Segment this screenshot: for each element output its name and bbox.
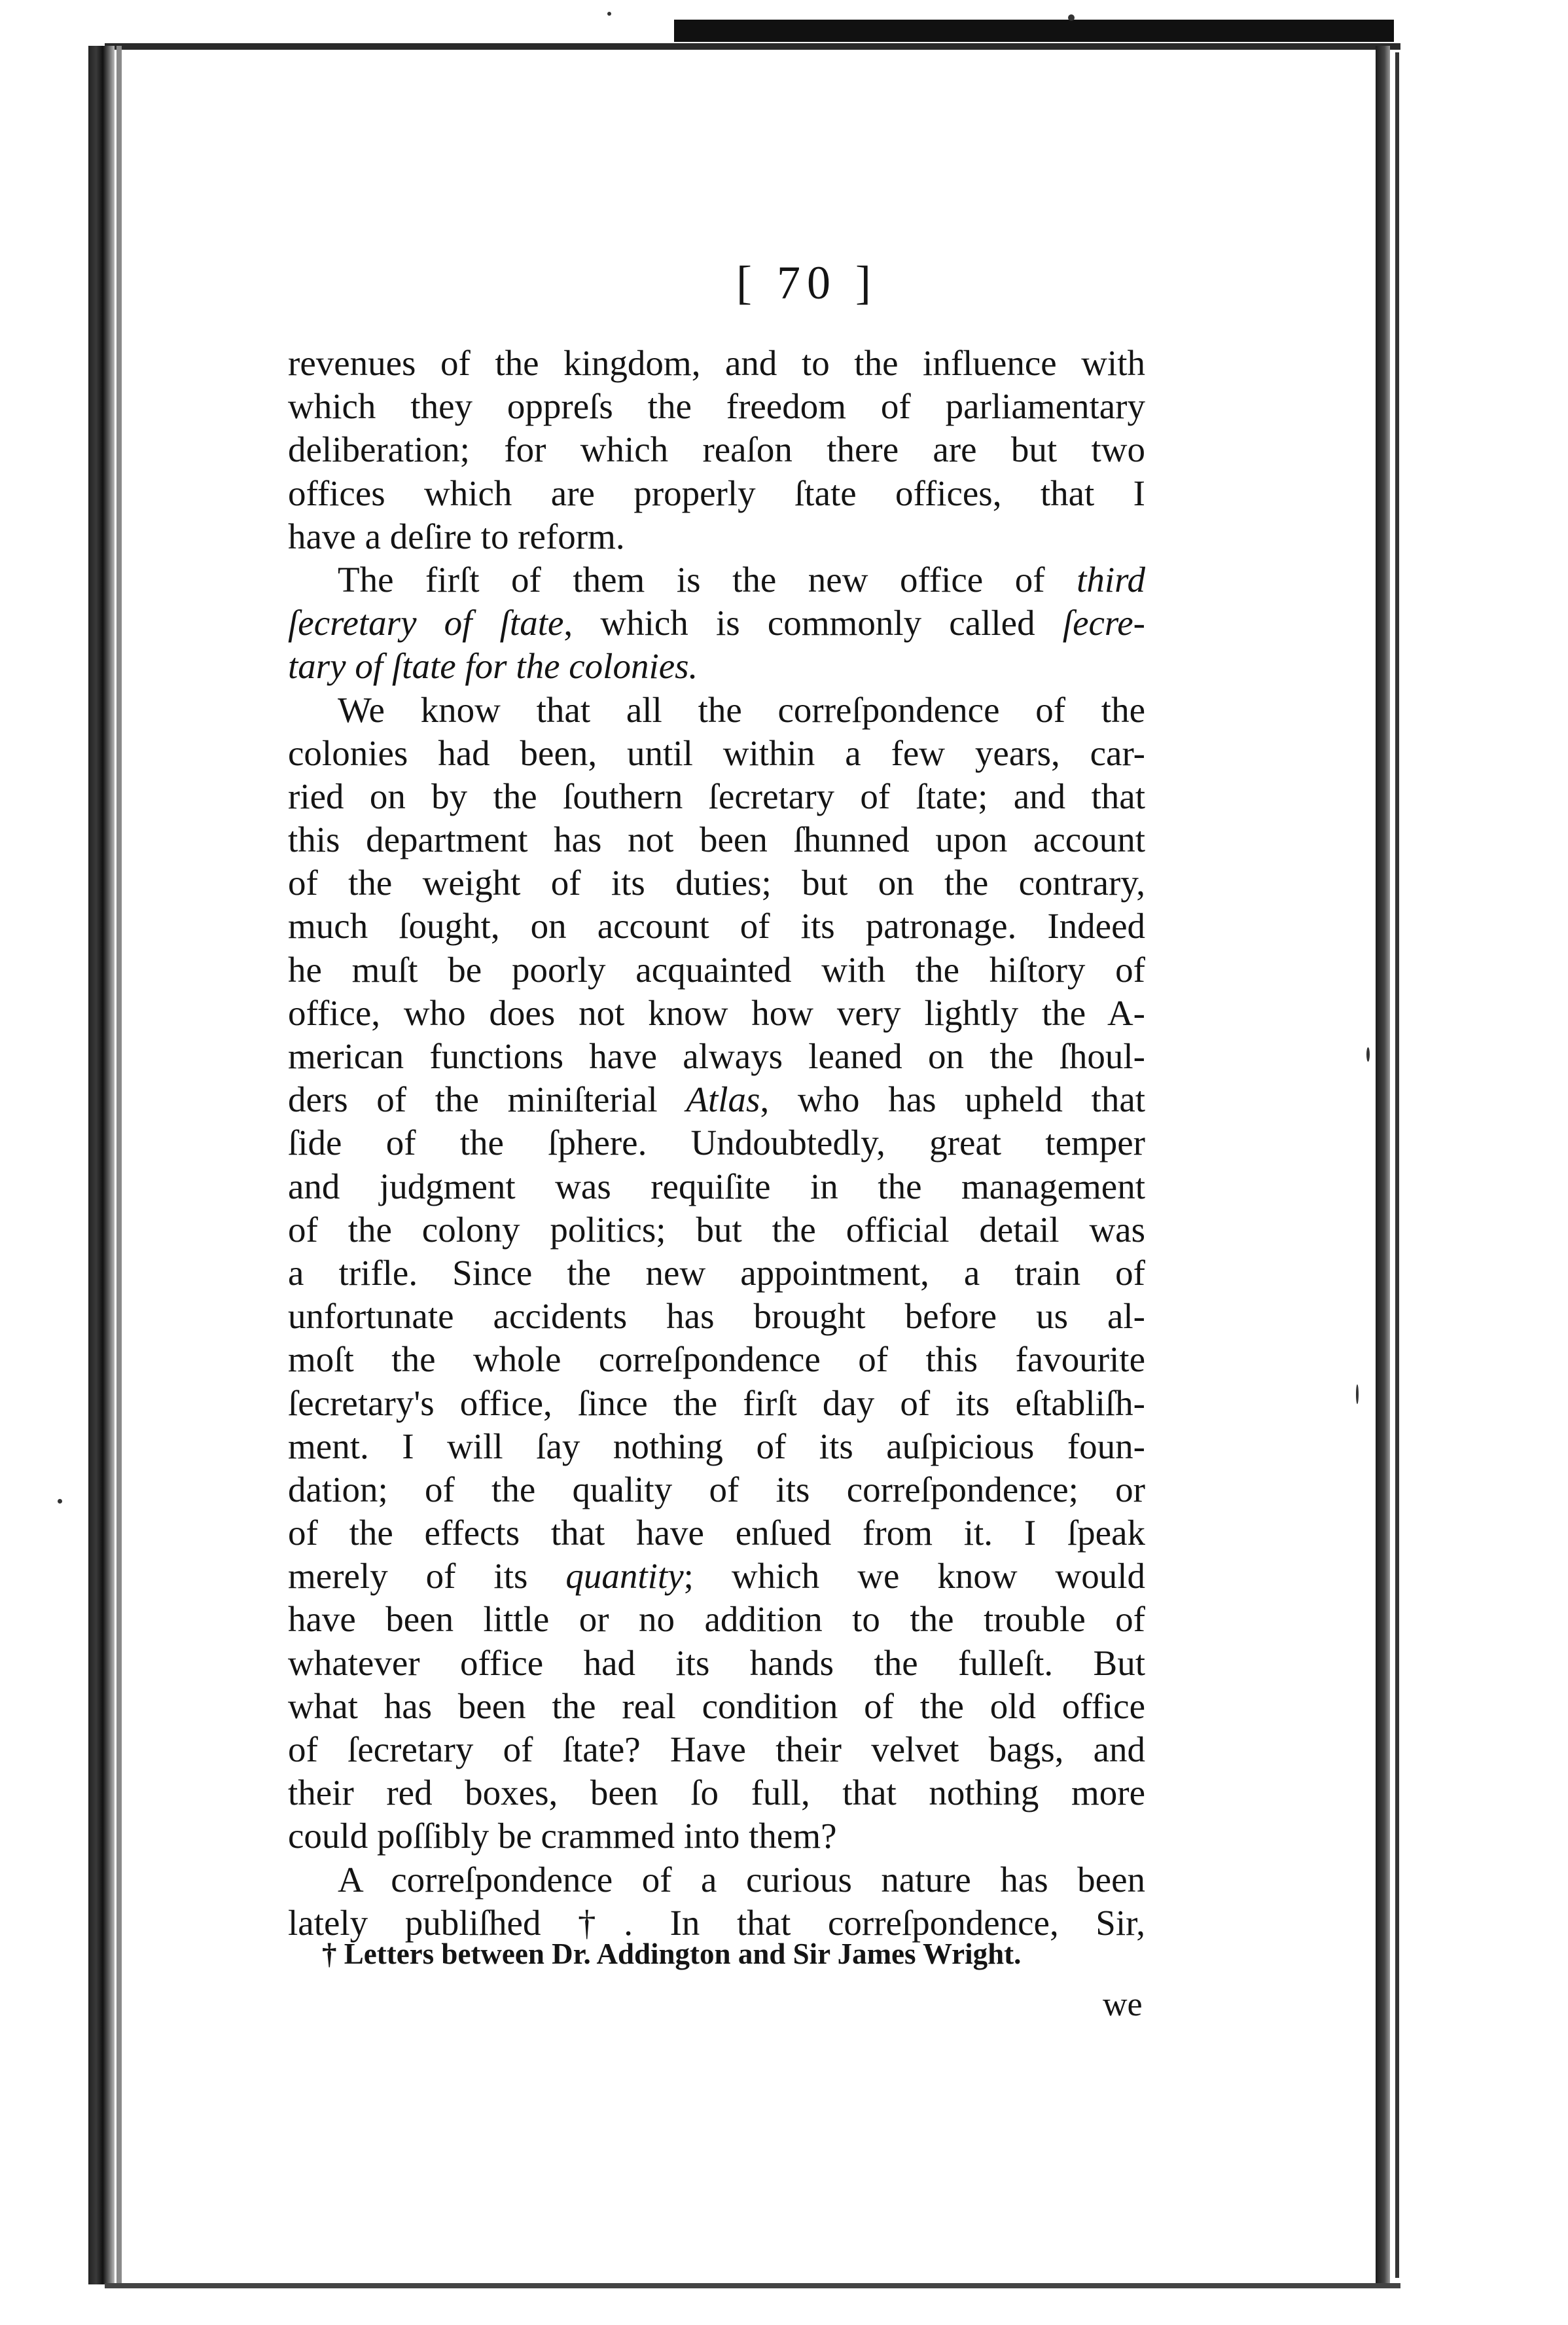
- page-right-edge: [1376, 46, 1390, 2284]
- text-segment: The firſt of them is the new office of: [338, 559, 1077, 600]
- italic-text: tary of ſtate for the colonies.: [288, 646, 698, 687]
- text-line: ſide of the ſphere. Undoubtedly, great temper: [288, 1123, 1145, 1163]
- text-line: [288, 1078, 1145, 1121]
- text-line: whatever office had its hands the fulleſt. But: [288, 1642, 1145, 1683]
- italic-text: third: [1077, 559, 1145, 600]
- scan-edge-top: [674, 20, 1394, 42]
- scan-speck: [1068, 14, 1075, 21]
- text-line: could poſſibly be crammed into them?: [288, 1816, 837, 1856]
- text-line: merican functions have always leaned on the ſhoul-: [288, 1036, 1145, 1076]
- text-line: revenues of the kingdom, and to the influence with: [288, 343, 1145, 383]
- text-line: We know that all the correſpondence of the: [338, 689, 1145, 730]
- text-line: this department has not been ſhunned upon account: [288, 820, 1145, 860]
- text-line: much ſought, on account of its patronage. Indeed: [288, 906, 1145, 946]
- footnote: † Letters between Dr. Addington and Sir James Wright.: [322, 1938, 1022, 1970]
- text-line: offices which are properly ſtate offices, that I: [288, 473, 1145, 513]
- text-line: [288, 558, 1145, 602]
- text-line: deliberation; for which reaſon there are but two: [288, 429, 1145, 470]
- text-segment: , which is commonly called: [563, 603, 1063, 643]
- text-line: ſecretary's office, ſince the firſt day of its eſtabliſh-: [288, 1382, 1145, 1423]
- text-line: A correſpondence of a curious nature has been: [338, 1859, 1145, 1900]
- italic-text: quantity: [565, 1556, 684, 1596]
- text-line: of the weight of its duties; but on the contrary,: [288, 863, 1145, 903]
- body-text: [288, 342, 1145, 1945]
- scan-speck: [607, 12, 611, 16]
- text-segment: ders of the miniſterial: [288, 1079, 686, 1120]
- text-line: office, who does not know how very lightly the A-: [288, 992, 1145, 1033]
- text-line: moſt the whole correſpondence of this favourite: [288, 1339, 1145, 1380]
- text-line: colonies had been, until within a few years, car-: [288, 732, 1145, 773]
- italic-text: ſecretary of ſtate: [288, 603, 564, 643]
- text-line: a trifle. Since the new appointment, a train of: [288, 1252, 1145, 1293]
- binding-shadow: [88, 46, 115, 2284]
- text-segment: merely of its: [288, 1556, 566, 1596]
- text-line: have a deſire to reform.: [288, 516, 625, 556]
- text-line: which they oppreſs the freedom of parliamentary: [288, 386, 1145, 427]
- text-line: what has been the real condition of the old office: [288, 1685, 1145, 1726]
- page-right-edge-line: [1395, 52, 1399, 2278]
- text-line: [288, 645, 1145, 688]
- text-line: their red boxes, been ſo full, that nothing more: [288, 1773, 1145, 1813]
- text-line: unfortunate accidents has brought before us al-: [288, 1296, 1145, 1337]
- text-line: he muſt be poorly acquainted with the hiſtory of: [288, 949, 1145, 990]
- text-line: lately publiſhed †. In that correſpondence, Sir,: [288, 1902, 1145, 1943]
- text-line: of the colony politics; but the official detail was: [288, 1209, 1145, 1250]
- text-line: ried on by the ſouthern ſecretary of ſtate; and that: [288, 776, 1145, 816]
- binding-line: [116, 46, 122, 2284]
- text-line: [288, 1555, 1145, 1598]
- italic-text: ſecre-: [1062, 603, 1145, 643]
- text-line: ment. I will ſay nothing of its auſpicious foun-: [288, 1426, 1145, 1466]
- text-line: dation; of the quality of its correſpondence; or: [288, 1469, 1145, 1509]
- text-line: [288, 602, 1145, 645]
- text-segment: ; which we know would: [683, 1556, 1145, 1596]
- scan-speck: [1356, 1384, 1359, 1404]
- scan-speck: [1366, 1047, 1370, 1062]
- text-line: and judgment was requiſite in the management: [288, 1166, 1145, 1206]
- scan-edge-top-line: [105, 43, 1400, 50]
- text-line: have been little or no addition to the trouble of: [288, 1599, 1145, 1640]
- page-number: [ 70 ]: [736, 257, 878, 309]
- italic-text: Atlas: [686, 1079, 760, 1120]
- text-line: of ſecretary of ſtate? Have their velvet bags, and: [288, 1729, 1145, 1769]
- catchword: we: [1103, 1986, 1143, 2023]
- text-segment: , who has upheld that: [760, 1079, 1146, 1120]
- text-line: of the effects that have enſued from it. I ſpeak: [288, 1513, 1145, 1553]
- page-bottom-edge: [105, 2283, 1400, 2288]
- scan-speck: [58, 1499, 62, 1504]
